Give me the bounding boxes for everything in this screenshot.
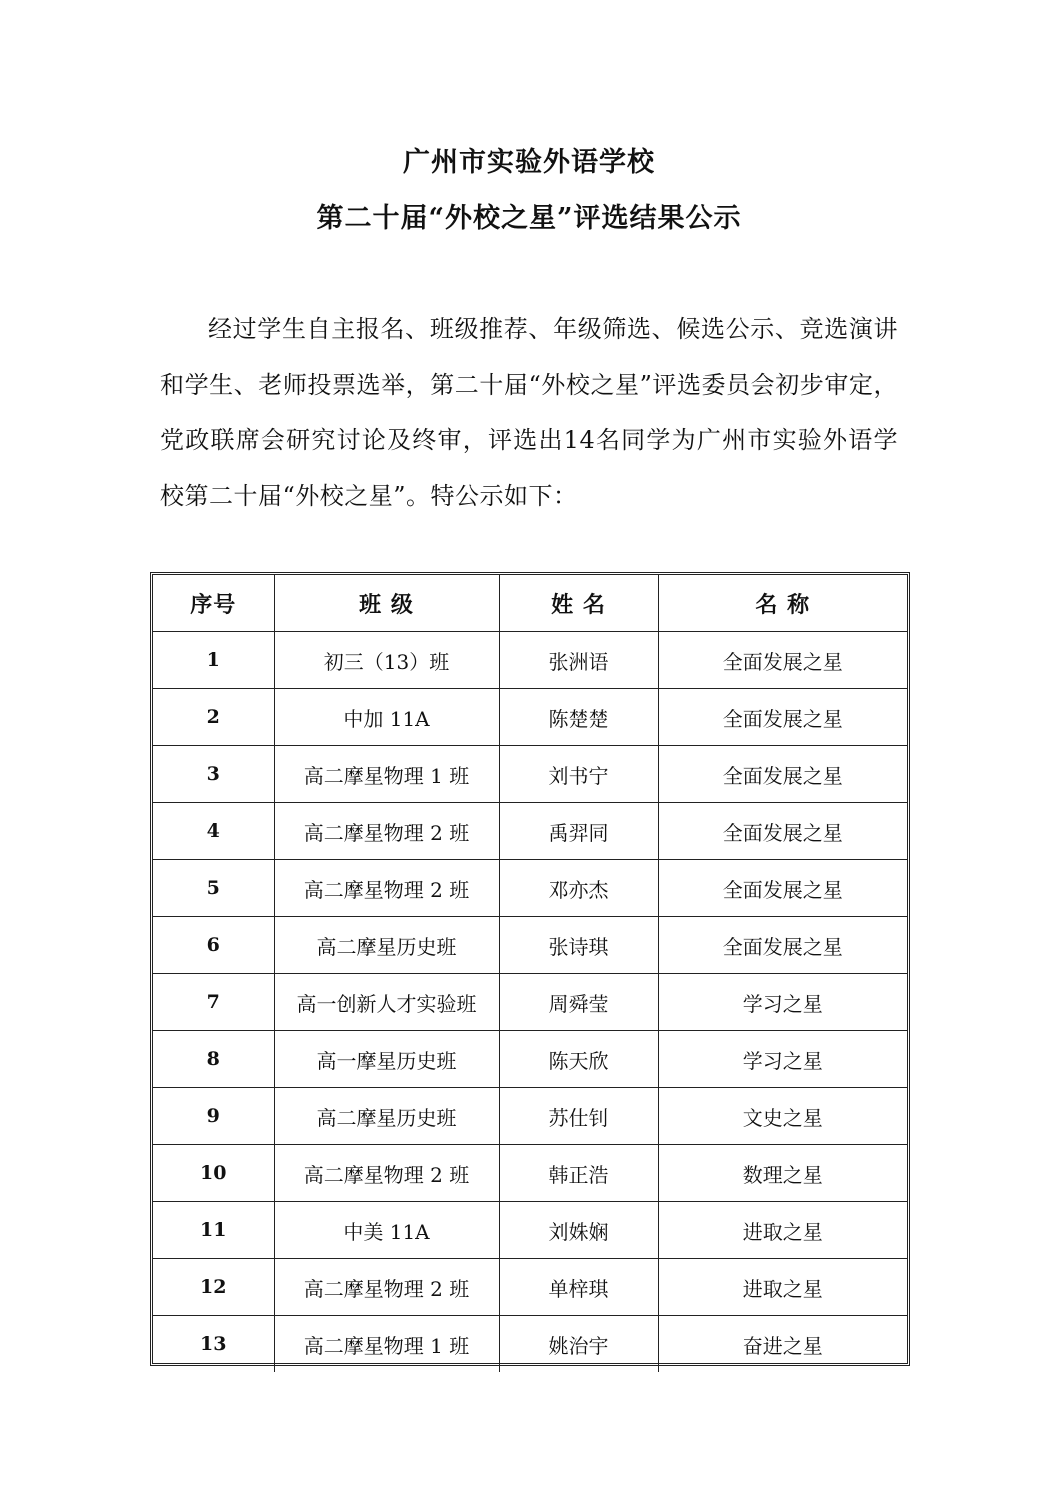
table-body bbox=[153, 632, 907, 1373]
table-row bbox=[153, 632, 907, 689]
cell-class: 高一创新人才实验班 bbox=[274, 974, 499, 1031]
cell-title: 进取之星 bbox=[658, 1202, 907, 1259]
cell-class: 高二摩星历史班 bbox=[274, 1088, 499, 1145]
table-row bbox=[153, 1316, 907, 1373]
cell-name: 陈天欣 bbox=[499, 1031, 658, 1088]
table-row bbox=[153, 1145, 907, 1202]
cell-class: 高二摩星物理 1 班 bbox=[274, 746, 499, 803]
cell-title: 文史之星 bbox=[658, 1088, 907, 1145]
table-header-row bbox=[153, 575, 907, 632]
cell-title: 全面发展之星 bbox=[658, 860, 907, 917]
cell-name: 邓亦杰 bbox=[499, 860, 658, 917]
cell-name: 单梓琪 bbox=[499, 1259, 658, 1316]
table-row bbox=[153, 689, 907, 746]
table-row bbox=[153, 860, 907, 917]
intro-paragraph: 经过学生自主报名、班级推荐、年级筛选、候选公示、竞选演讲和学生、老师投票选举，第二十届“外校之星”评选委员会初步审定，党政联席会研究讨论及终审，评选出14名同学为广州市实验外语学校第二十届“外校之星”。特公示如下： bbox=[160, 315, 898, 510]
cell-name: 张诗琪 bbox=[499, 917, 658, 974]
cell-class: 高二摩星物理 2 班 bbox=[274, 1145, 499, 1202]
cell-no: 10 bbox=[153, 1145, 274, 1202]
cell-no: 3 bbox=[153, 746, 274, 803]
cell-title: 学习之星 bbox=[658, 1031, 907, 1088]
cell-class: 初三（13）班 bbox=[274, 632, 499, 689]
cell-title: 学习之星 bbox=[658, 974, 907, 1031]
cell-name: 禹羿同 bbox=[499, 803, 658, 860]
header-title: 名 称 bbox=[658, 575, 907, 632]
cell-no: 6 bbox=[153, 917, 274, 974]
cell-class: 高二摩星物理 2 班 bbox=[274, 803, 499, 860]
cell-name: 陈楚楚 bbox=[499, 689, 658, 746]
cell-title: 全面发展之星 bbox=[658, 917, 907, 974]
cell-no: 4 bbox=[153, 803, 274, 860]
cell-name: 姚治宇 bbox=[499, 1316, 658, 1373]
document-subtitle: 第二十届“外校之星”评选结果公示 bbox=[316, 203, 742, 234]
cell-name: 刘书宁 bbox=[499, 746, 658, 803]
table-row bbox=[153, 803, 907, 860]
cell-no: 8 bbox=[153, 1031, 274, 1088]
cell-class: 高二摩星物理 2 班 bbox=[274, 860, 499, 917]
cell-class: 中加 11A bbox=[274, 689, 499, 746]
table-row bbox=[153, 974, 907, 1031]
header-no: 序号 bbox=[153, 575, 274, 632]
results-table-frame bbox=[150, 572, 910, 1366]
results-table bbox=[153, 575, 907, 1372]
cell-name: 刘姝娴 bbox=[499, 1202, 658, 1259]
document-title: 广州市实验外语学校 bbox=[403, 147, 655, 178]
cell-name: 苏仕钊 bbox=[499, 1088, 658, 1145]
cell-name: 韩正浩 bbox=[499, 1145, 658, 1202]
cell-class: 高二摩星物理 1 班 bbox=[274, 1316, 499, 1373]
table-row bbox=[153, 1259, 907, 1316]
cell-class: 高一摩星历史班 bbox=[274, 1031, 499, 1088]
table-row bbox=[153, 1202, 907, 1259]
cell-title: 数理之星 bbox=[658, 1145, 907, 1202]
table-row bbox=[153, 1031, 907, 1088]
table-row bbox=[153, 917, 907, 974]
cell-class: 高二摩星历史班 bbox=[274, 917, 499, 974]
cell-class: 高二摩星物理 2 班 bbox=[274, 1259, 499, 1316]
cell-no: 2 bbox=[153, 689, 274, 746]
cell-title: 全面发展之星 bbox=[658, 632, 907, 689]
cell-title: 奋进之星 bbox=[658, 1316, 907, 1373]
table-row bbox=[153, 1088, 907, 1145]
cell-name: 周舜莹 bbox=[499, 974, 658, 1031]
cell-class: 中美 11A bbox=[274, 1202, 499, 1259]
cell-no: 12 bbox=[153, 1259, 274, 1316]
cell-title: 进取之星 bbox=[658, 1259, 907, 1316]
cell-no: 13 bbox=[153, 1316, 274, 1373]
table-row bbox=[153, 746, 907, 803]
cell-title: 全面发展之星 bbox=[658, 746, 907, 803]
header-class: 班 级 bbox=[274, 575, 499, 632]
cell-no: 11 bbox=[153, 1202, 274, 1259]
cell-title: 全面发展之星 bbox=[658, 803, 907, 860]
cell-no: 9 bbox=[153, 1088, 274, 1145]
cell-no: 7 bbox=[153, 974, 274, 1031]
cell-no: 1 bbox=[153, 632, 274, 689]
cell-no: 5 bbox=[153, 860, 274, 917]
header-name: 姓 名 bbox=[499, 575, 658, 632]
cell-title: 全面发展之星 bbox=[658, 689, 907, 746]
cell-name: 张洲语 bbox=[499, 632, 658, 689]
